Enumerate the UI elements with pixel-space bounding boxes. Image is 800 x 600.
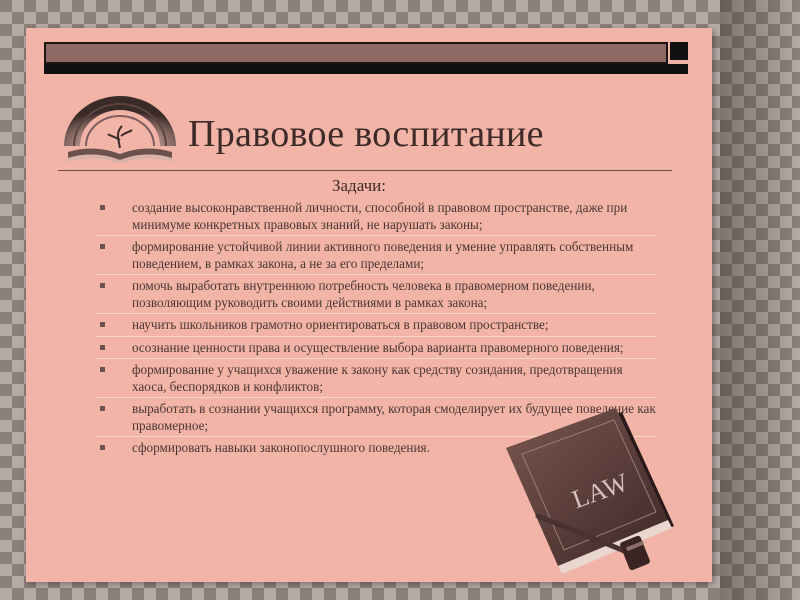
tasks-heading: Задачи: — [332, 176, 386, 195]
list-item — [96, 278, 656, 314]
slide — [26, 28, 712, 582]
book-label: LAW — [568, 467, 632, 515]
task-text: научить школьников грамотно ориентироваться в правовом пространстве; — [132, 317, 549, 332]
task-text: осознание ценности права и осуществление выбора варианта правомерного поведения; — [132, 339, 624, 355]
top-decorative-bar — [44, 42, 668, 64]
square-bullet-icon — [100, 406, 105, 411]
square-bullet-icon — [100, 322, 105, 327]
square-bullet-icon — [100, 205, 105, 210]
slide-shadow — [720, 0, 800, 600]
top-bar-end-block — [670, 42, 688, 60]
task-text: сформировать навыки законопослушного поведения. — [132, 440, 430, 455]
task-text: формирование у учащихся уважение к закону как средству созидания, предотвращения хаоса, беспорядков и конфликтов; — [132, 362, 623, 394]
list-item — [96, 200, 656, 236]
square-bullet-icon — [100, 345, 105, 350]
list-item — [96, 239, 656, 275]
list-item — [96, 317, 656, 337]
task-text: создание высоконравственной личности, способной в правовом пространстве, даже при минимуме конкретных правовых знаний, не нарушать законы; — [132, 200, 628, 232]
task-text: помочь выработать внутреннюю потребность человека в правомерном поведении, позволяющим руководить своими действиями в рамках закона; — [132, 278, 595, 310]
square-bullet-icon — [100, 244, 105, 249]
page-title: Правовое воспитание — [188, 113, 544, 155]
list-item — [96, 362, 656, 398]
task-text: выработать в сознании учащихся программу, которая смоделирует их будущее поведение как правомерное; — [132, 401, 656, 433]
top-thick-rule — [44, 64, 688, 74]
square-bullet-icon — [100, 367, 105, 372]
square-bullet-icon — [100, 283, 105, 288]
title-divider — [58, 170, 672, 171]
open-book-rainbow-logo-icon — [60, 90, 180, 168]
list-item — [96, 340, 656, 360]
task-text: формирование устойчивой линии активного поведения и умение управлять собственным поведением, в рамках закона, а не за его пределами; — [132, 239, 634, 271]
law-book-with-gavel-icon — [492, 408, 702, 578]
square-bullet-icon — [100, 445, 105, 450]
